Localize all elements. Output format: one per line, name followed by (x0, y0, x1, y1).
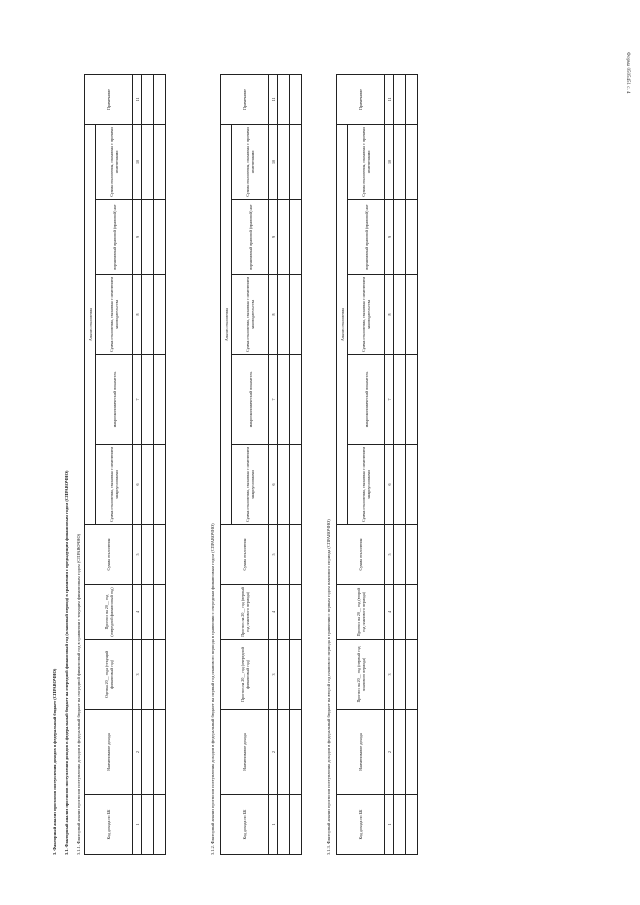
table-cell[interactable] (278, 795, 290, 855)
col-number: 10 (385, 124, 394, 199)
col-legal-act-header: нормативный правовой (правовой) акт (96, 200, 133, 275)
col-number: 1 (269, 795, 278, 855)
col-number: 1 (385, 795, 394, 855)
col-number: 8 (269, 275, 278, 355)
table-cell[interactable] (154, 355, 166, 445)
table-cell[interactable] (406, 124, 418, 199)
table-cell[interactable] (290, 275, 302, 355)
table-cell[interactable] (290, 200, 302, 275)
col-number: 4 (269, 585, 278, 640)
table-cell[interactable] (394, 355, 406, 445)
table-1-title: 3.1.1. Факторный анализ прогнозов поступления доходов в федеральный бюджет на очередной финансовый год в сравнении с текущим финансовым годом (СПРАВОЧНО) (76, 533, 81, 855)
analysis-header: Анализ отклонения (85, 124, 96, 524)
section-3-title: 3. Факторный анализ прогнозов поступления доходов в федеральный бюджет (СПРАВОЧНО) (52, 668, 57, 855)
table-cell[interactable] (394, 200, 406, 275)
col-macro-deviation-header: Сумма отклонения, связанная с изменением макроусловиями (232, 445, 269, 525)
col-name-header: Наименование дохода (221, 710, 269, 795)
table-cell[interactable] (394, 525, 406, 585)
table-cell[interactable] (142, 585, 154, 640)
table-cell[interactable] (278, 640, 290, 710)
table-cell[interactable] (406, 795, 418, 855)
table-cell[interactable] (278, 710, 290, 795)
col-number: 11 (385, 74, 394, 124)
col-number: 5 (133, 525, 142, 585)
col-number: 2 (133, 710, 142, 795)
table-cell[interactable] (290, 124, 302, 199)
col-number: 11 (133, 74, 142, 124)
col-forecast-header: Прогноз на 20__ год (первый год планового периода) (221, 585, 269, 640)
col-other-deviation-header: Сумма отклонения, связанная с прочими изменениями (348, 124, 385, 199)
table-cell[interactable] (142, 355, 154, 445)
col-law-deviation-header: Сумма отклонения, связанная с изменением законодательства (232, 275, 269, 355)
col-law-deviation-header: Сумма отклонения, связанная с изменением законодательства (96, 275, 133, 355)
section-3-1-title: 3.1. Факторный анализ прогнозов поступления доходов в федеральный бюджет на очередной финансовый год (плановый период) в сравнении с предыдущим финансовым годом (СПРАВОЧНО) (64, 470, 69, 855)
col-law-deviation-header: Сумма отклонения, связанная с изменением законодательства (348, 275, 385, 355)
table-cell[interactable] (154, 445, 166, 525)
col-number: 8 (133, 275, 142, 355)
rotated-form-content (50, 55, 590, 855)
table-cell[interactable] (394, 710, 406, 795)
table-3-1-3 (336, 74, 418, 855)
table-cell[interactable] (278, 585, 290, 640)
col-number: 7 (385, 355, 394, 445)
table-cell[interactable] (406, 525, 418, 585)
col-deviation-header: Сумма отклонения (221, 525, 269, 585)
table-cell[interactable] (154, 74, 166, 124)
table-cell[interactable] (394, 445, 406, 525)
col-code-header: Код дохода по БК (85, 795, 133, 855)
table-cell[interactable] (278, 445, 290, 525)
table-cell[interactable] (278, 200, 290, 275)
analysis-header: Анализ отклонения (337, 124, 348, 524)
col-number: 3 (133, 640, 142, 710)
table-cell[interactable] (406, 275, 418, 355)
col-deviation-header: Сумма отклонения (337, 525, 385, 585)
col-forecast-header: Прогноз на 20__ год (второй год планового периода) (337, 585, 385, 640)
col-number: 3 (269, 640, 278, 710)
table-cell[interactable] (154, 585, 166, 640)
col-number: 7 (269, 355, 278, 445)
table-cell[interactable] (406, 355, 418, 445)
col-deviation-header: Сумма отклонения (85, 525, 133, 585)
table-3-title: 3.1.3. Факторный анализ прогнозов поступления доходов в федеральный бюджет на второй год планового периода в сравнении с первым годом планового периода (СПРАВОЧНО) (326, 519, 331, 855)
table-cell[interactable] (278, 74, 290, 124)
table-cell[interactable] (278, 525, 290, 585)
col-macro-deviation-header: Сумма отклонения, связанная с изменением макроусловиями (348, 445, 385, 525)
table-3-1-2 (220, 74, 302, 855)
col-legal-act-header: нормативный правовой (правовой) акт (348, 200, 385, 275)
table-cell[interactable] (406, 640, 418, 710)
table-2-title: 3.1.2. Факторный анализ прогнозов поступления доходов в федеральный бюджет на первый год планового периода в сравнении с очередным финансовым годом (СПРАВОЧНО) (210, 523, 215, 855)
col-number: 1 (133, 795, 142, 855)
table-cell[interactable] (406, 585, 418, 640)
col-number: 4 (133, 585, 142, 640)
table-cell[interactable] (290, 710, 302, 795)
table-cell[interactable] (142, 74, 154, 124)
col-number: 3 (385, 640, 394, 710)
table-cell[interactable] (394, 74, 406, 124)
table-cell[interactable] (154, 640, 166, 710)
table-cell[interactable] (142, 275, 154, 355)
col-number: 2 (269, 710, 278, 795)
col-legal-act-header: нормативный правовой (правовой) акт (232, 200, 269, 275)
table-cell[interactable] (142, 445, 154, 525)
col-macro-indicator-header: макроэкономический показатель (232, 355, 269, 445)
table-cell[interactable] (394, 640, 406, 710)
col-number: 9 (269, 200, 278, 275)
table-cell[interactable] (142, 200, 154, 275)
table-3-1-1 (84, 74, 166, 855)
table-cell[interactable] (394, 275, 406, 355)
form-code: Форма 0505451 с. 4 (625, 52, 630, 94)
table-cell[interactable] (154, 200, 166, 275)
col-forecast-header: Прогноз на 20__ год (очередной финансовый год) (85, 585, 133, 640)
table-cell[interactable] (290, 445, 302, 525)
col-macro-deviation-header: Сумма отклонения, связанная с изменением макроусловиями (96, 445, 133, 525)
table-cell[interactable] (290, 585, 302, 640)
table-cell[interactable] (278, 275, 290, 355)
col-note-header: Примечание (221, 74, 269, 124)
col-number: 4 (385, 585, 394, 640)
col-number: 5 (385, 525, 394, 585)
table-cell[interactable] (154, 275, 166, 355)
col-number: 6 (133, 445, 142, 525)
table-cell[interactable] (394, 795, 406, 855)
table-cell[interactable] (154, 124, 166, 199)
col-estimate-header: Прогноз на 20__ год (очередной финансовый год) (221, 640, 269, 710)
table-cell[interactable] (394, 585, 406, 640)
table-cell[interactable] (142, 640, 154, 710)
col-number: 10 (133, 124, 142, 199)
col-number: 9 (385, 200, 394, 275)
table-cell[interactable] (406, 710, 418, 795)
col-name-header: Наименование дохода (85, 710, 133, 795)
table-cell[interactable] (278, 355, 290, 445)
col-number: 9 (133, 200, 142, 275)
col-number: 10 (269, 124, 278, 199)
col-note-header: Примечание (85, 74, 133, 124)
col-number: 8 (385, 275, 394, 355)
table-cell[interactable] (154, 525, 166, 585)
col-number: 11 (269, 74, 278, 124)
col-macro-indicator-header: макроэкономический показатель (348, 355, 385, 445)
table-cell[interactable] (142, 710, 154, 795)
table-cell[interactable] (290, 355, 302, 445)
col-number: 6 (269, 445, 278, 525)
table-cell[interactable] (290, 74, 302, 124)
col-number: 5 (269, 525, 278, 585)
table-cell[interactable] (406, 200, 418, 275)
table-cell[interactable] (290, 525, 302, 585)
col-estimate-header: Оценка 20__ года (текущий финансовый год) (85, 640, 133, 710)
col-note-header: Примечание (337, 74, 385, 124)
col-macro-indicator-header: макроэкономический показатель (96, 355, 133, 445)
table-cell[interactable] (406, 74, 418, 124)
table-cell[interactable] (154, 795, 166, 855)
table-cell[interactable] (290, 640, 302, 710)
table-cell[interactable] (142, 124, 154, 199)
table-cell[interactable] (142, 525, 154, 585)
analysis-header: Анализ отклонения (221, 124, 232, 524)
col-name-header: Наименование дохода (337, 710, 385, 795)
col-estimate-header: Прогноз на 20__ год (первый год планового периода) (337, 640, 385, 710)
table-cell[interactable] (278, 124, 290, 199)
table-cell[interactable] (290, 795, 302, 855)
col-number: 2 (385, 710, 394, 795)
col-code-header: Код дохода по БК (221, 795, 269, 855)
col-other-deviation-header: Сумма отклонения, связанная с прочими изменениями (96, 124, 133, 199)
col-other-deviation-header: Сумма отклонения, связанная с прочими изменениями (232, 124, 269, 199)
table-cell[interactable] (142, 795, 154, 855)
col-number: 7 (133, 355, 142, 445)
table-cell[interactable] (154, 710, 166, 795)
col-code-header: Код дохода по БК (337, 795, 385, 855)
table-cell[interactable] (394, 124, 406, 199)
col-number: 6 (385, 445, 394, 525)
table-cell[interactable] (406, 445, 418, 525)
